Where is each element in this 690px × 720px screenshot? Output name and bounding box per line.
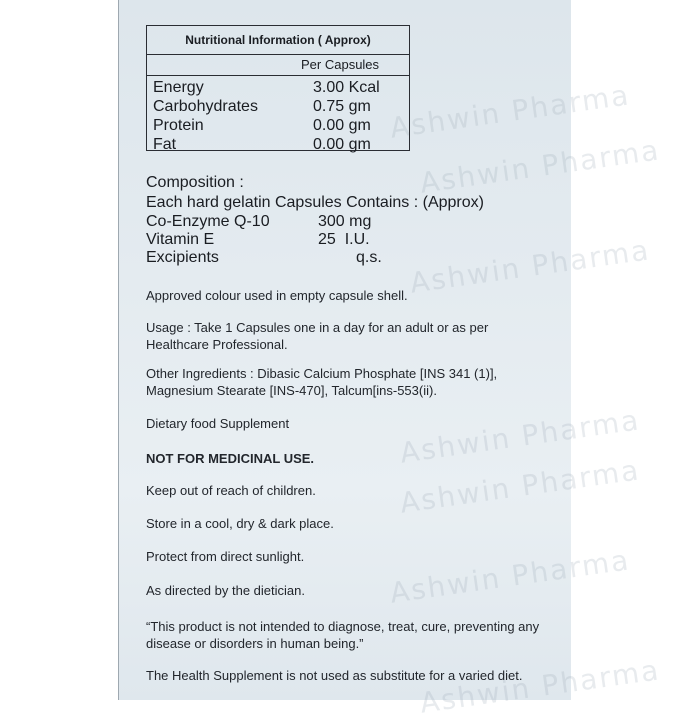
watermark-text: Ashwin Pharma bbox=[417, 653, 663, 720]
watermark-text: Ashwin Pharma bbox=[417, 133, 663, 200]
watermark-text: Ashwin Pharma bbox=[407, 233, 653, 300]
nutrient-name: Energy bbox=[153, 79, 204, 96]
nutrient-value: 0.00 gm bbox=[313, 136, 371, 153]
storage-note: Store in a cool, dry & dark place. bbox=[146, 516, 334, 531]
nutrition-row bbox=[147, 78, 409, 97]
product-label bbox=[118, 0, 663, 720]
not-medicinal-warning: NOT FOR MEDICINAL USE. bbox=[146, 451, 315, 466]
nutrient-value: 0.75 gm bbox=[313, 98, 371, 115]
keep-out-warning: Keep out of reach of children. bbox=[146, 483, 316, 498]
composition-intro: Each hard gelatin Capsules Contains : (Approx) bbox=[146, 194, 484, 211]
directed-note: As directed by the dietician. bbox=[146, 583, 305, 598]
colour-note: Approved colour used in empty capsule shell. bbox=[146, 288, 408, 303]
nutrient-name: Fat bbox=[153, 136, 177, 153]
dietary-note: Dietary food Supplement bbox=[146, 416, 290, 431]
nutrition-title: Nutritional Information ( Approx) bbox=[147, 26, 409, 55]
ingredient-amount: 25 I.U. bbox=[318, 231, 370, 248]
nutrition-row bbox=[147, 135, 409, 154]
ingredient-amount: q.s. bbox=[356, 249, 382, 266]
nutrition-per-label: Per Capsules bbox=[147, 55, 409, 76]
disclaimer: “This product is not intended to diagnose, treat, cure, preventing any disease or disorders in human being.” bbox=[146, 619, 540, 651]
nutrient-value: 0.00 gm bbox=[313, 117, 371, 134]
sunlight-note: Protect from direct sunlight. bbox=[146, 549, 305, 564]
composition-item bbox=[146, 231, 370, 249]
watermark-text: Ashwin Pharma bbox=[387, 78, 633, 145]
nutrition-row bbox=[147, 97, 409, 116]
watermark-text: Ashwin Pharma bbox=[397, 453, 643, 520]
nutrition-row bbox=[147, 116, 409, 135]
ingredient-name: Co-Enzyme Q-10 bbox=[146, 213, 270, 230]
nutrition-table bbox=[146, 25, 410, 151]
nutrient-name: Protein bbox=[153, 117, 204, 134]
nutrient-name: Carbohydrates bbox=[153, 98, 258, 115]
ingredient-name: Vitamin E bbox=[146, 231, 215, 248]
usage-note: Usage : Take 1 Capsules one in a day for an adult or as per Healthcare Professional. bbox=[146, 320, 489, 352]
other-ingredients: Other Ingredients : Dibasic Calcium Phosphate [INS 341 (1)], Magnesium Stearate [INS-470], Talcum[ins-553(ii). bbox=[146, 366, 498, 398]
ingredient-amount: 300 mg bbox=[318, 213, 372, 230]
composition-item bbox=[146, 249, 382, 267]
nutrient-value: 3.00 Kcal bbox=[313, 79, 380, 96]
substitute-note: The Health Supplement is not used as substitute for a varied diet. bbox=[146, 668, 523, 683]
watermark-text: Ashwin Pharma bbox=[397, 403, 643, 470]
composition-heading: Composition : bbox=[146, 174, 244, 191]
ingredient-name: Excipients bbox=[146, 249, 219, 266]
composition-item bbox=[146, 213, 372, 231]
watermark-text: Ashwin Pharma bbox=[387, 543, 633, 610]
